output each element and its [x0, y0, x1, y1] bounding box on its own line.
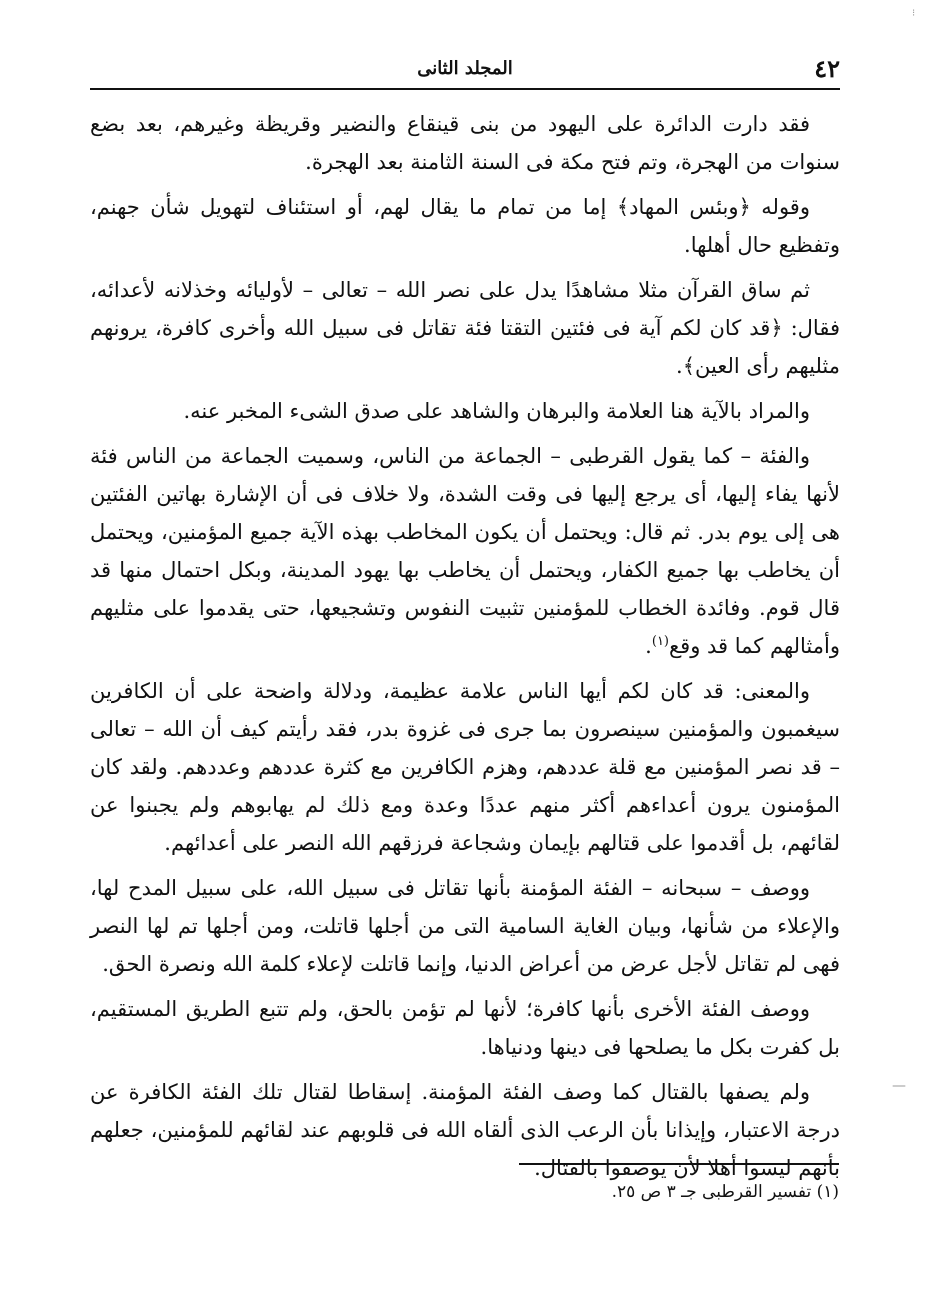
paragraph: ولم يصفها بالقتال كما وصف الفئة المؤمنة. إسقاطا لقتال تلك الفئة الكافرة عن درجة الاعتبار، وإيذانا بأن الرعب الذى ألقاه الله فى قلوبهم عند لقائهم للمؤمنين، جعلهم بأنهم ليسوا أهلا لأن يوصفوا بالقتال.: [90, 1080, 840, 1180]
page-number: ٤٢: [814, 54, 840, 83]
paragraph: ثم ساق القرآن مثلا مشاهدًا يدل على نصر الله – تعالى – لأوليائه وخذلانه لأعدائه، فقال: ﴿قد كان لكم آية فى فئتين التقتا فئة تقاتل فى سبيل الله وأخرى كافرة، يرونهم مثليهم رأى العين﴾.: [90, 278, 840, 378]
running-head: المجلد الثانى: [417, 58, 513, 79]
footnote-divider: [519, 1163, 839, 1165]
paragraph: وقوله ﴿وبئس المهاد﴾ إما من تمام ما يقال لهم، أو استئناف لتهويل شأن جهنم، وتفظيع حال أهلها.: [90, 195, 840, 257]
paragraph-fitna-end: .: [645, 634, 652, 658]
paragraph-fitna-text: والفئة – كما يقول القرطبى – الجماعة من الناس، وسميت الجماعة من الناس فئة لأنها يفاء إليها، أى يرجع إليها فى وقت الشدة، ولا خلاف فى أن الإشارة بهاتين الفئتين هى إلى يوم بدر. ثم قال: ويحتمل أن يكون المخاطب بهذه الآية جميع المؤمنين، ويحتمل أن يخاطب بها جميع الكفار، ويحتمل أن يخاطب بها يهود المدينة، وبكل احتمال منها قد قال قوم. وفائدة الخطاب للمؤمنين تثبيت النفوس وتشجيعها، حتى يقدموا على مثليهم وأمثالهم كما قد وقع: [90, 444, 840, 658]
scan-margin-mark: ⁝: [912, 8, 916, 19]
paragraph: والمراد بالآية هنا العلامة والبرهان والشاهد على صدق الشىء المخبر عنه.: [183, 399, 810, 423]
scan-margin-mark: —: [892, 1078, 906, 1094]
paragraph: والمعنى: قد كان لكم أيها الناس علامة عظيمة، ودلالة واضحة على أن الكافرين سيغمبون والمؤمنين سينصرون بما جرى فى غزوة بدر، فقد رأيتم كيف أن الله – تعالى – قد نصر المؤمنين مع قلة عددهم، وهزم الكافرين مع كثرة عددهم وعددهم. ولقد كان المؤمنون يرون أعداءهم أكثر منهم عددًا وعدة ومع ذلك لم يهابوهم ولم يجبنوا عن لقائهم، بل أقدموا على قتالهم بإيمان وشجاعة فرزقهم الله النصر على أعدائهم.: [90, 679, 840, 855]
paragraph-fitna: [90, 437, 840, 665]
footnote: (١) تفسير القرطبى جـ ٣ ص ٢٥.: [611, 1182, 839, 1202]
body-text: [90, 105, 840, 1194]
footnote-reference: (١): [651, 634, 669, 649]
page-header: [90, 50, 840, 90]
paragraph: ووصف الفئة الأخرى بأنها كافرة؛ لأنها لم تؤمن بالحق، ولم تتبع الطريق المستقيم، بل كفرت بكل ما يصلحها فى دينها ودنياها.: [90, 997, 840, 1059]
paragraph: ووصف – سبحانه – الفئة المؤمنة بأنها تقاتل فى سبيل الله، على سبيل المدح لها، والإعلاء من شأنها، وبيان الغاية السامية التى من أجلها قاتلت، ومن أجلها تم لها النصر فهى لم تقاتل لأجل عرض من أعراض الدنيا، وإنما قاتلت لإعلاء كلمة الله ونصرة الحق.: [90, 876, 840, 976]
paragraph: فقد دارت الدائرة على اليهود من بنى قينقاع والنضير وقريظة وغيرهم، بعد بضع سنوات من الهجرة، وتم فتح مكة فى السنة الثامنة بعد الهجرة.: [90, 112, 840, 174]
